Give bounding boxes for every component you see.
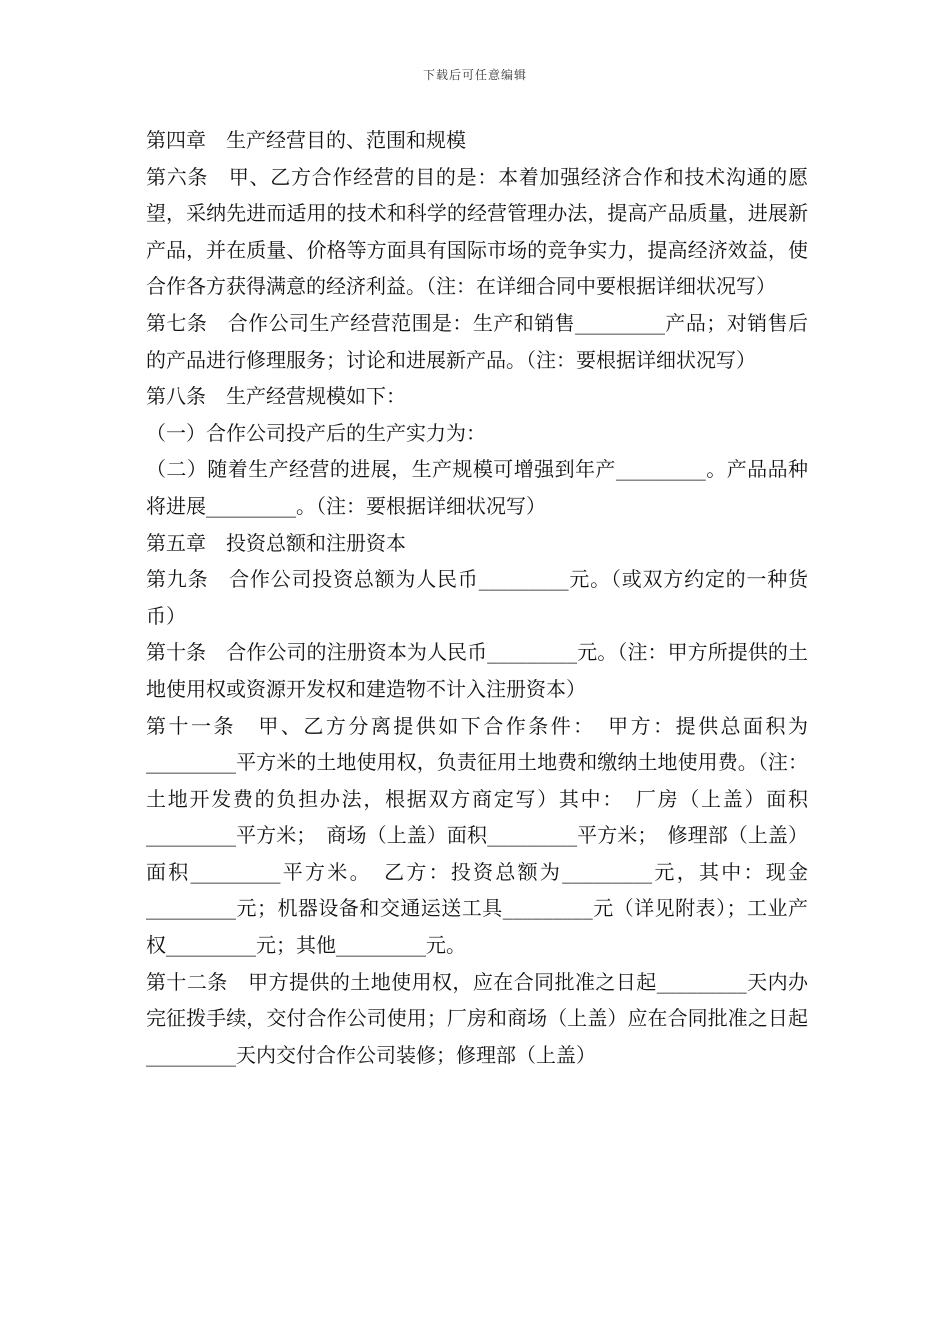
article-12: 第十二条 甲方提供的土地使用权，应在合同批准之日起_________天内办完征拨手续，交付合作公司使用；厂房和商场（上盖）应在合同批准之日起_________天内交付合作公司装修；修理部（上盖） [146,969,808,1067]
page-header-note: 下载后可任意编辑 [422,68,527,82]
chapter-4-heading: 第四章 生产经营目的、范围和规模 [146,128,466,152]
article-6: 第六条 甲、乙方合作经营的目的是：本着加强经济合作和技术沟通的愿望，采纳先进而适用的技术和科学的经营管理办法，提高产品质量，进展新产品，并在质量、价格等方面具有国际市场的竞争实力，提高经济效益，使合作各方获得满意的经济利益。（注：在详细合同中要根据详细状况写） [146,164,808,299]
article-9: 第九条 合作公司投资总额为人民币_________元。（或双方约定的一种货币） [146,567,808,628]
chapter-5-heading: 第五章 投资总额和注册资本 [146,530,406,555]
article-11: 第十一条 甲、乙方分离提供如下合作条件： 甲方：提供总面积为_________平方米的土地使用权，负责征用土地费和缴纳土地使用费。（注：土地开发费的负担办法，根据双方商定写）其中： 厂房（上盖）面积_________平方米； 商场（上盖）面积_________平方米； 修理部（上盖）面积_________平方米。 乙方：投资总额为_________元，其中：现金_________元；机器设备和交通运送工具_________元（详见附表）；工业产权_________元；其他_________元。 [146,713,808,958]
article-10: 第十条 合作公司的注册资本为人民币_________元。（注：甲方所提供的土地使用权或资源开发权和建造物不计入注册资本） [146,640,808,701]
article-8-item-2: （二）随着生产经营的进展，生产规模可增强到年产_________。产品品种将进展_________。（注：要根据详细状况写） [146,457,808,518]
article-8: 第八条 生产经营规模如下： [146,384,406,409]
article-8-item-1: （一）合作公司投产后的生产实力为： [146,420,486,445]
document-body [146,122,808,1073]
article-7: 第七条 合作公司生产经营范围是：生产和销售_________产品；对销售后的产品进行修理服务；讨论和进展新产品。（注：要根据详细状况写） [146,310,808,372]
